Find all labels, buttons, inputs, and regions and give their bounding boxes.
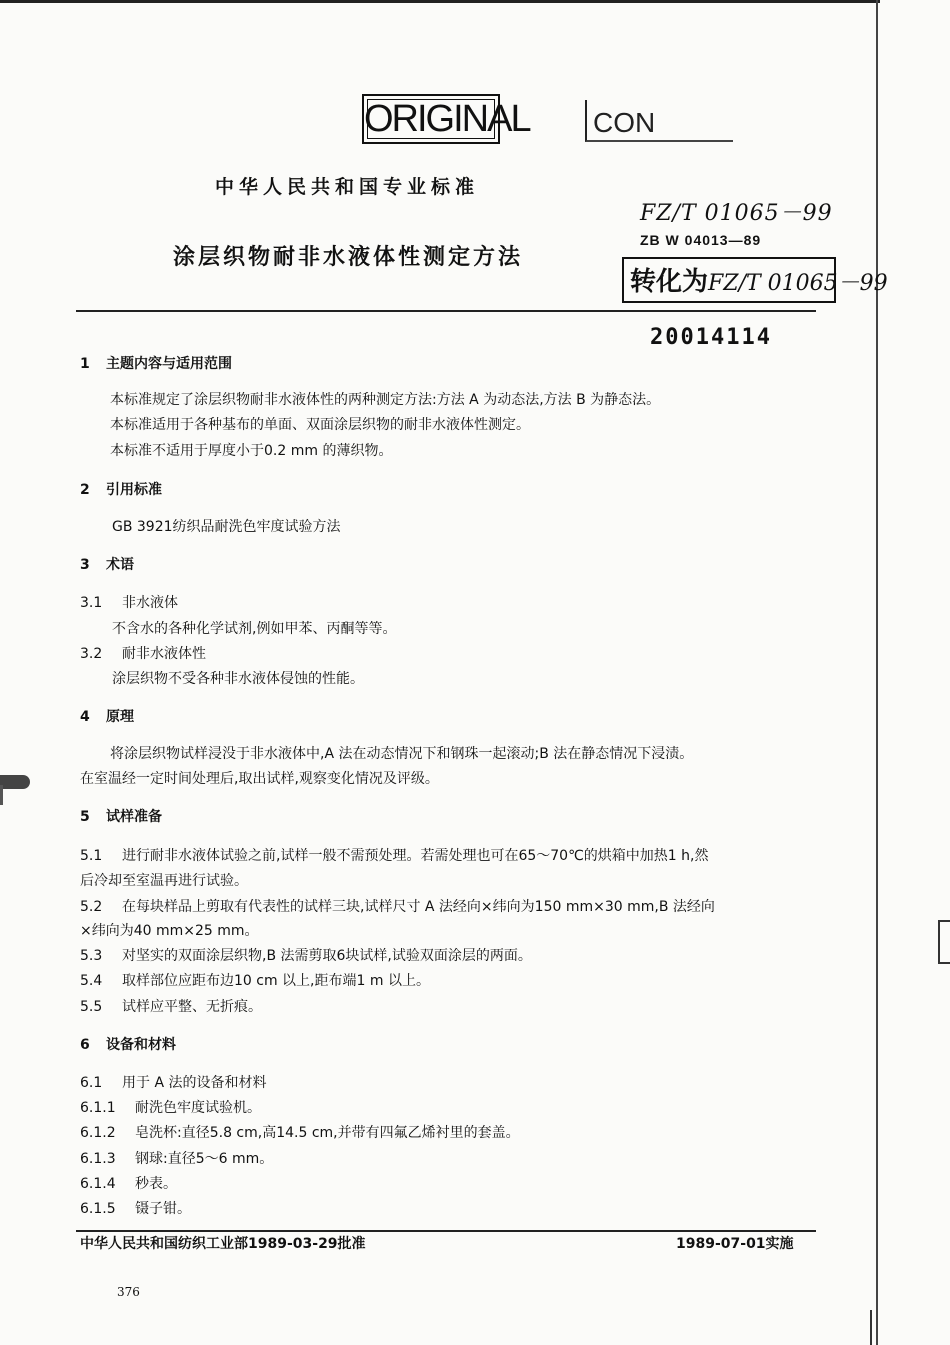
document-number: 20014114: [650, 325, 772, 350]
section-4-para-2: 在室温经一定时间处理后,取出试样,观察变化情况及评级。: [80, 771, 439, 787]
page-edge-top: [0, 0, 880, 3]
document-title: 涂层织物耐非水液体性测定方法: [173, 245, 524, 270]
conversion-code: FZ/T 01065－99: [708, 271, 888, 296]
item-6-1-5: 6.1.5 镊子钳。: [80, 1201, 191, 1217]
item-3-2: 3.2 耐非水液体性: [80, 646, 206, 662]
item-3-1-text: 不含水的各种化学试剂,例如甲苯、丙酮等等。: [112, 621, 397, 637]
national-standard-heading: 中华人民共和国专业标准: [215, 176, 480, 198]
item-3-1: 3.1 非水液体: [80, 595, 178, 611]
item-5-2-cont: ×纬向为40 mm×25 mm。: [80, 923, 259, 939]
section-6-heading: 6 设备和材料: [80, 1037, 176, 1053]
section-4-para-1: 将涂层织物试样浸没于非水液体中,A 法在动态情况下和钢珠一起滚动;B 法在静态情况下浸渍。: [110, 746, 694, 762]
section-1-para-2: 本标准适用于各种基布的单面、双面涂层织物的耐非水液体性测定。: [110, 417, 530, 433]
approval-line: 中华人民共和国纺织工业部1989-03-29批准: [80, 1236, 366, 1252]
page-edge-right-lower: [870, 1310, 872, 1345]
item-5-3: 5.3 对坚实的双面涂层织物,B 法需剪取6块试样,试验双面涂层的两面。: [80, 948, 532, 964]
header-rule: [76, 310, 816, 312]
controlled-stamp: CON: [585, 100, 733, 142]
section-2-para-1: GB 3921纺织品耐洗色牢度试验方法: [112, 519, 341, 535]
item-6-1-2: 6.1.2 皂洗杯:直径5.8 cm,高14.5 cm,并带有四氟乙烯衬里的套盖。: [80, 1125, 520, 1141]
scan-smudge: [0, 775, 30, 789]
section-2-heading: 2 引用标准: [80, 482, 162, 498]
item-6-1: 6.1 用于 A 法的设备和材料: [80, 1075, 267, 1091]
scan-smudge-line: [0, 785, 3, 805]
conversion-prefix: 转化为: [630, 267, 709, 297]
section-1-para-1: 本标准规定了涂层织物耐非水液体性的两种测定方法:方法 A 为动态法,方法 B 为静态法。: [110, 392, 661, 408]
standard-code: ZB W 04013—89: [640, 232, 762, 248]
conversion-stamp: [622, 257, 888, 303]
binder-clip-mark: [938, 920, 950, 964]
item-5-1: 5.1 进行耐非水液体试验之前,试样一般不需预处理。若需处理也可在65～70℃的烘箱中加热1 h,然: [80, 848, 709, 864]
footer-rule: [76, 1230, 816, 1232]
item-5-4: 5.4 取样部位应距布边10 cm 以上,距布端1 m 以上。: [80, 973, 430, 989]
original-stamp: ORIGINAL: [362, 94, 500, 144]
item-6-1-3: 6.1.3 钢球:直径5～6 mm。: [80, 1151, 274, 1167]
item-5-1-cont: 后冷却至室温再进行试验。: [80, 873, 248, 889]
section-1-para-3: 本标准不适用于厚度小于0.2 mm 的薄织物。: [110, 443, 393, 459]
page-edge-right: [876, 0, 878, 1345]
implementation-date: 1989-07-01实施: [676, 1236, 794, 1252]
section-1-heading: 1 主题内容与适用范围: [80, 356, 232, 372]
item-5-5: 5.5 试样应平整、无折痕。: [80, 999, 262, 1015]
handwritten-standard-code: FZ/T 01065－99: [640, 201, 833, 226]
page-number: 376: [117, 1285, 140, 1299]
item-5-2: 5.2 在每块样品上剪取有代表性的试样三块,试样尺寸 A 法经向×纬向为150 mm×30 mm,B 法经向: [80, 899, 715, 915]
item-6-1-1: 6.1.1 耐洗色牢度试验机。: [80, 1100, 261, 1116]
section-5-heading: 5 试样准备: [80, 809, 162, 825]
section-4-heading: 4 原理: [80, 709, 134, 725]
section-3-heading: 3 术语: [80, 557, 134, 573]
item-6-1-4: 6.1.4 秒表。: [80, 1176, 177, 1192]
item-3-2-text: 涂层织物不受各种非水液体侵蚀的性能。: [112, 671, 364, 687]
